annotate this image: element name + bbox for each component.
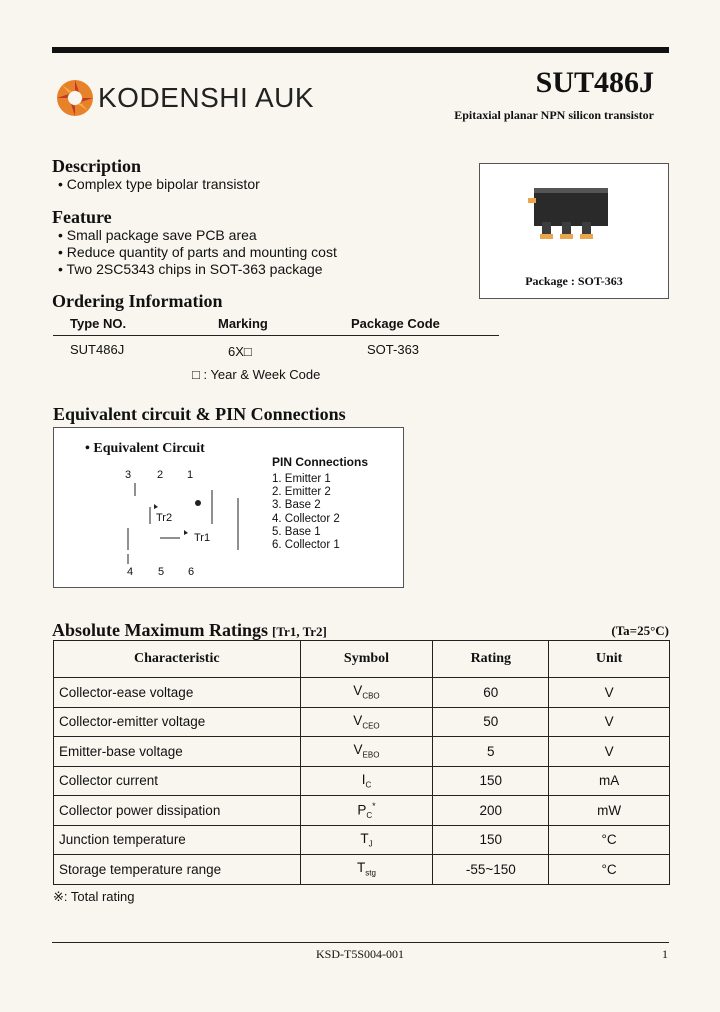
table-row [54, 737, 670, 767]
symbol-cell: $V_{CEO}$ [300, 707, 433, 737]
list-item: 1. Emitter 1 [272, 473, 331, 485]
symbol-cell: $I_C$ [300, 766, 433, 796]
table-row [54, 766, 670, 796]
equivalent-circuit-diagram [114, 480, 254, 564]
top-rule [52, 47, 669, 53]
pin-3-label: 3 [125, 469, 132, 481]
feature-list [58, 227, 337, 278]
circuit-box [53, 427, 404, 588]
ratings-title: Absolute Maximum Ratings [52, 620, 269, 640]
brand-name: KODENSHI AUK [98, 82, 315, 113]
kodenshi-logo-icon [55, 78, 95, 118]
sot363-package-icon [526, 186, 626, 248]
circuit-subtitle: • Equivalent Circuit [85, 441, 205, 456]
list-item: • Complex type bipolar transistor [58, 176, 260, 192]
list-item: • Two 2SC5343 chips in SOT-363 package [58, 261, 323, 277]
rating-cell: -55~150 [433, 855, 549, 885]
ordering-package-value: SOT-363 [367, 342, 420, 357]
characteristic-cell: Junction temperature [54, 825, 301, 855]
ratings-table [53, 640, 670, 885]
characteristic-cell: Emitter-base voltage [54, 737, 301, 767]
characteristic-cell: Collector-ease voltage [54, 678, 301, 708]
symbol-cell: $V_{CBO}$ [300, 678, 433, 708]
description-heading: Description [52, 156, 141, 176]
ratings-title-suffix: [Tr1, Tr2] [272, 624, 327, 639]
ratings-condition: (Ta=25°C) [611, 623, 669, 638]
tr2-label: Tr2 [156, 512, 173, 524]
characteristic-cell: Collector current [54, 766, 301, 796]
symbol-cell: $T_J$ [300, 825, 433, 855]
rating-cell: 60 [433, 678, 549, 708]
pin-1-label: 1 [187, 469, 194, 481]
ordering-heading: Ordering Information [52, 291, 223, 311]
unit-cell: mA [549, 766, 670, 796]
ratings-footnote: ※: Total rating [53, 889, 135, 904]
column-header: Unit [549, 641, 670, 678]
pin-2-label: 2 [157, 469, 164, 481]
rating-cell: 50 [433, 707, 549, 737]
table-row [54, 855, 670, 885]
unit-cell: °C [549, 855, 670, 885]
list-item: • Reduce quantity of parts and mounting cost [58, 244, 337, 260]
unit-cell: °C [549, 825, 670, 855]
rating-cell: 5 [433, 737, 549, 767]
pin-connections-list [272, 473, 340, 552]
circuit-heading: Equivalent circuit & PIN Connections [53, 404, 346, 424]
characteristic-cell: Collector-emitter voltage [54, 707, 301, 737]
ordering-note: □ : Year & Week Code [192, 367, 321, 382]
unit-cell: V [549, 737, 670, 767]
unit-cell: mW [549, 796, 670, 826]
rating-cell: 150 [433, 766, 549, 796]
column-header: Rating [433, 641, 549, 678]
pin-5-label: 5 [158, 566, 165, 578]
ratings-heading [52, 620, 327, 641]
symbol-cell: $T_{stg}$ [300, 855, 433, 885]
table-header-row [54, 641, 670, 678]
tr1-label: Tr1 [194, 532, 211, 544]
pin-connections-heading: PIN Connections [272, 455, 369, 469]
symbol-cell: $V_{EBO}$ [300, 737, 433, 767]
package-label: Package : SOT-363 [525, 274, 623, 288]
ordering-col-type: Type NO. [70, 316, 127, 331]
list-item: 6. Collector 1 [272, 539, 340, 552]
unit-cell: V [549, 707, 670, 737]
list-item: 4. Collector 2 [272, 512, 340, 525]
unit-cell: V [549, 678, 670, 708]
ordering-col-package: Package Code [351, 316, 440, 331]
footer-page-number: 1 [662, 947, 668, 961]
table-row [54, 796, 670, 826]
list-item: 3. Base 2 [272, 499, 321, 512]
ordering-rule [53, 335, 499, 336]
part-subtitle: Epitaxial planar NPN silicon transistor [454, 108, 654, 122]
feature-heading: Feature [52, 207, 112, 227]
characteristic-cell: Storage temperature range [54, 855, 301, 885]
rating-cell: 150 [433, 825, 549, 855]
list-item: 5. Base 1 [272, 525, 321, 538]
pin-4-label: 4 [127, 566, 134, 578]
description-list [58, 176, 260, 193]
footer-rule [52, 942, 669, 943]
ordering-marking-value: 6X□ [228, 344, 252, 359]
column-header: Characteristic [54, 641, 301, 678]
pin-6-label: 6 [188, 566, 195, 578]
characteristic-cell: Collector power dissipation [54, 796, 301, 826]
ordering-col-marking: Marking [218, 316, 268, 331]
footer-doc-number: KSD-T5S004-001 [315, 947, 404, 961]
rating-cell: 200 [433, 796, 549, 826]
part-number: SUT486J [535, 66, 654, 99]
table-row [54, 707, 670, 737]
table-row [54, 678, 670, 708]
table-row [54, 825, 670, 855]
list-item: • Small package save PCB area [58, 227, 257, 243]
package-box [479, 163, 669, 299]
symbol-cell: $P_C^*$ [300, 796, 433, 826]
ordering-type-value: SUT486J [70, 342, 125, 357]
column-header: Symbol [300, 641, 433, 678]
list-item: 2. Emitter 2 [272, 486, 331, 499]
